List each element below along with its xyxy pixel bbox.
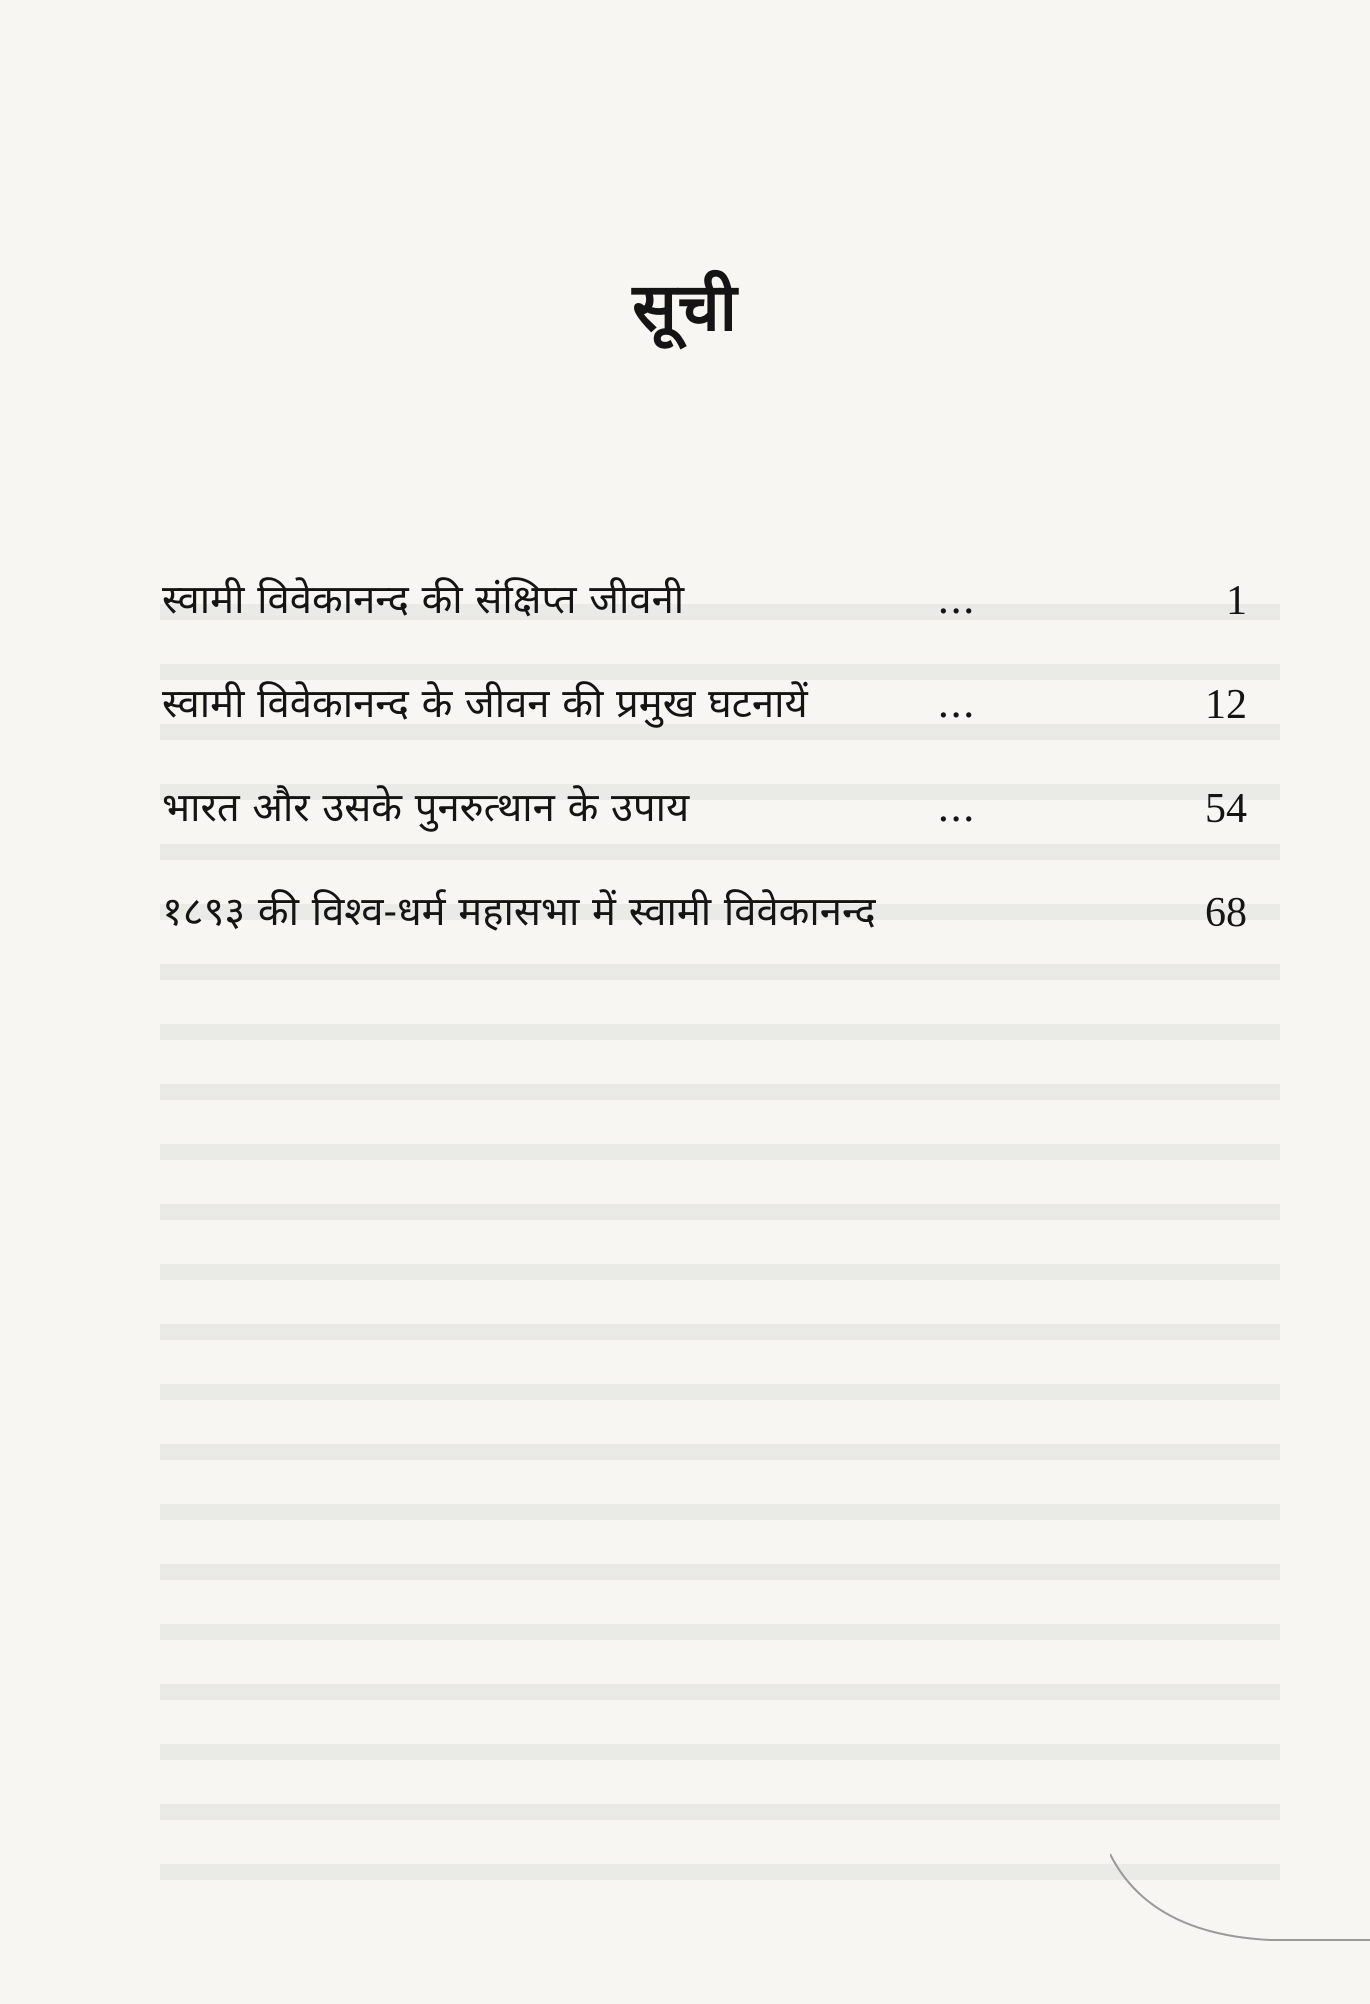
toc-entry bbox=[162, 679, 1247, 783]
toc-entry-leader: ... bbox=[937, 681, 976, 727]
toc-entry bbox=[162, 783, 1247, 887]
table-of-contents bbox=[162, 575, 1247, 991]
page-curl-decoration bbox=[1110, 1744, 1370, 2004]
toc-entry-title: स्वामी विवेकानन्द की संक्षिप्त जीवनी bbox=[162, 577, 685, 623]
toc-entry-title: भारत और उसके पुनरुत्थान के उपाय bbox=[162, 785, 690, 831]
toc-entry bbox=[162, 575, 1247, 679]
toc-entry-page: 1 bbox=[1226, 578, 1247, 624]
toc-entry-page: 54 bbox=[1205, 786, 1247, 832]
page-title: सूची bbox=[632, 268, 738, 346]
toc-entry-leader: ... bbox=[937, 785, 976, 831]
toc-entry-leader: ... bbox=[937, 577, 976, 623]
toc-entry-title: स्वामी विवेकानन्द के जीवन की प्रमुख घटनायें bbox=[162, 681, 808, 727]
toc-entry-title: १८९३ की विश्व-धर्म महासभा में स्वामी विवेकानन्द bbox=[162, 889, 876, 935]
toc-entry-page: 12 bbox=[1205, 682, 1247, 728]
toc-entry-page: 68 bbox=[1205, 890, 1247, 936]
toc-entry bbox=[162, 887, 1247, 991]
